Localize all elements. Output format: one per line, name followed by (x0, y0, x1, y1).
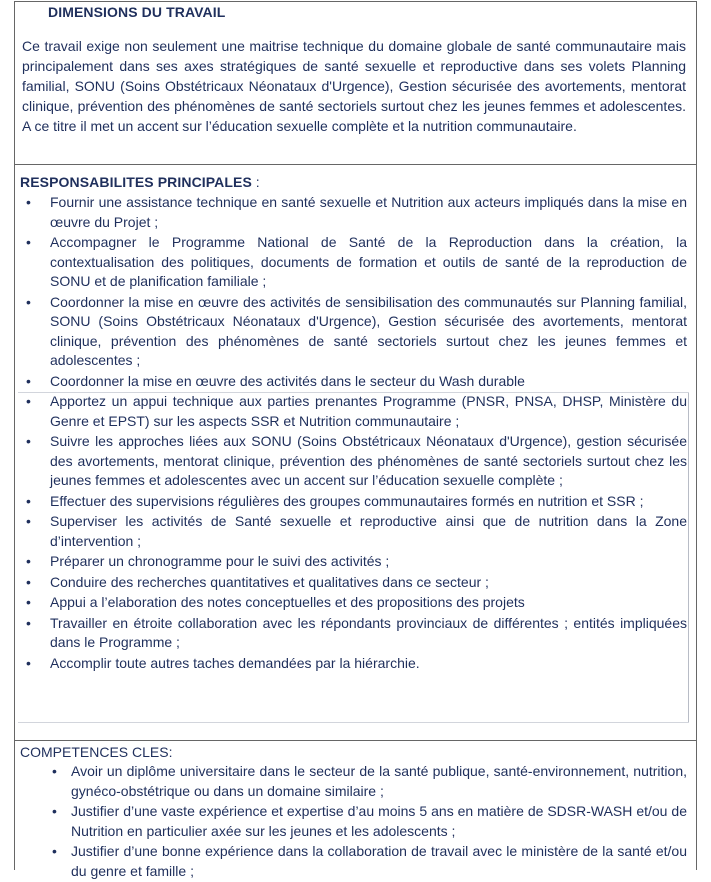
list-item-text: Apportez un appui technique aux parties prenantes Programme (PNSR, PNSA, DHSP, Ministère du Genre et EPST) sur les aspects SSR et Nutrition communautaire ; (50, 393, 687, 429)
list-item-text: Avoir un diplôme universitaire dans le secteur de la santé publique, santé-environnement, nutrition, gynéco-obstétrique ou dans un domaine similaire ; (71, 763, 687, 799)
responsabilites-heading-line (20, 172, 687, 192)
bullet-icon: • (26, 194, 31, 210)
dimensions-heading: DIMENSIONS DU TRAVAIL (48, 4, 226, 20)
list-item-text: Conduire des recherches quantitatives et qualitatives dans ce secteur ; (50, 573, 489, 590)
responsabilites-list (20, 193, 687, 673)
bullet-icon: • (26, 614, 31, 631)
competences-section (20, 742, 687, 882)
list-item (20, 614, 687, 653)
responsabilites-heading: RESPONSABILITES PRINCIPALES (20, 174, 252, 190)
divider-1 (14, 164, 697, 165)
list-item (20, 392, 687, 431)
bullet-icon: • (52, 803, 57, 819)
bullet-icon: • (26, 234, 31, 250)
list-item (20, 573, 687, 593)
bullet-icon: • (26, 594, 31, 610)
list-item-text: Superviser les activités de Santé sexuelle et reproductive ainsi que de nutrition dans la Zone d’intervention ; (50, 513, 687, 549)
list-item (20, 552, 687, 572)
bullet-icon: • (26, 492, 31, 509)
responsabilites-section (20, 172, 687, 674)
list-item (20, 193, 687, 232)
list-item (20, 492, 687, 512)
bullet-icon: • (26, 654, 31, 671)
inner-frame-bottom (18, 722, 689, 723)
list-item-text: Justifier d’une vaste expérience et expertise d’au moins 5 ans en matière de SDSR-WASH et/ou de Nutrition en particulier axée sur les jeunes et les adolescents ; (71, 803, 687, 839)
bullet-icon: • (26, 553, 31, 569)
list-item-text: Appui a l’elaboration des notes conceptuelles et des propositions des projets (50, 594, 525, 610)
list-item-text: Fournir une assistance technique en santé sexuelle et Nutrition aux acteurs impliqués dans la mise en œuvre du Projet ; (50, 194, 687, 230)
responsabilites-heading-colon: : (251, 174, 260, 190)
divider-2 (14, 740, 697, 741)
list-item (20, 233, 687, 292)
competences-list (20, 762, 687, 881)
inner-frame-line (688, 392, 689, 722)
list-item (20, 842, 687, 881)
bullet-icon: • (26, 293, 31, 310)
list-item (20, 654, 687, 674)
bullet-icon: • (52, 763, 57, 779)
bullet-icon: • (26, 433, 31, 449)
list-item-text: Justifier d’une bonne expérience dans la collaboration de travail avec le ministère de la santé et/ou du genre et famille ; (71, 843, 687, 879)
dimensions-section (22, 2, 686, 136)
bullet-icon: • (52, 843, 57, 859)
list-item-text: Coordonner la mise en œuvre des activités de sensibilisation des communautés sur Planning familial, SONU (Soins Obstétricaux Néonataux d'Urgence), Gestion sécurisée des avortements, mentorat clinique, prévention des phénomènes de santé sectoriels surtout chez les jeunes femmes et adolescentes ; (50, 293, 687, 368)
bullet-icon: • (26, 573, 31, 590)
bullet-icon: • (26, 513, 31, 529)
list-item (20, 293, 687, 371)
list-item-text: Effectuer des supervisions régulières des groupes communautaires formés en nutrition et SSR ; (50, 492, 644, 509)
list-item (20, 762, 687, 801)
dimensions-paragraph: Ce travail exige non seulement une maitrise technique du domaine globale de santé communautaire mais principalement dans ses axes stratégiques de santé sexuelle et reproductive dans ses volets Planning familial, SONU (Soins Obstétricaux Néonataux d'Urgence), Gestion sécurisée des avortements, mentorat clinique, prévention des phénomènes de santé sectoriels surtout chez les jeunes femmes et adolescentes. A ce titre il met un accent sur l’éducation sexuelle complète et la nutrition communautaire. (22, 38, 686, 134)
list-item (20, 593, 687, 613)
list-item (20, 432, 687, 491)
list-item-text: Accompagner le Programme National de Santé de la Reproduction dans la création, la contextualisation des politiques, documents de formation et outils de santé de la reproduction de SONU et de planification familiale ; (50, 234, 687, 289)
list-item-text: Accomplir toute autres taches demandées par la hiérarchie. (50, 654, 420, 671)
list-item-text: Suivre les approches liées aux SONU (Soins Obstétricaux Néonataux d'Urgence), gestion sécurisée des avortements, mentorat clinique, prévention des phénomènes de santé sectoriels surtout chez les jeunes femmes et adolescentes avec un accent sur l’éducation sexuelle complète ; (50, 433, 687, 488)
list-item-text: Préparer un chronogramme pour le suivi des activités ; (50, 553, 390, 569)
list-item (20, 802, 687, 841)
list-item-text: Coordonner la mise en œuvre des activités dans le secteur du Wash durable (50, 372, 525, 389)
bullet-icon: • (26, 393, 31, 409)
bullet-icon: • (26, 372, 31, 389)
list-item (20, 512, 687, 551)
list-item-text: Travailler en étroite collaboration avec les répondants provinciaux de différentes ; entités impliquées dans le Programme ; (50, 614, 687, 650)
list-item (20, 372, 687, 392)
competences-heading: COMPETENCES CLES: (20, 744, 173, 760)
